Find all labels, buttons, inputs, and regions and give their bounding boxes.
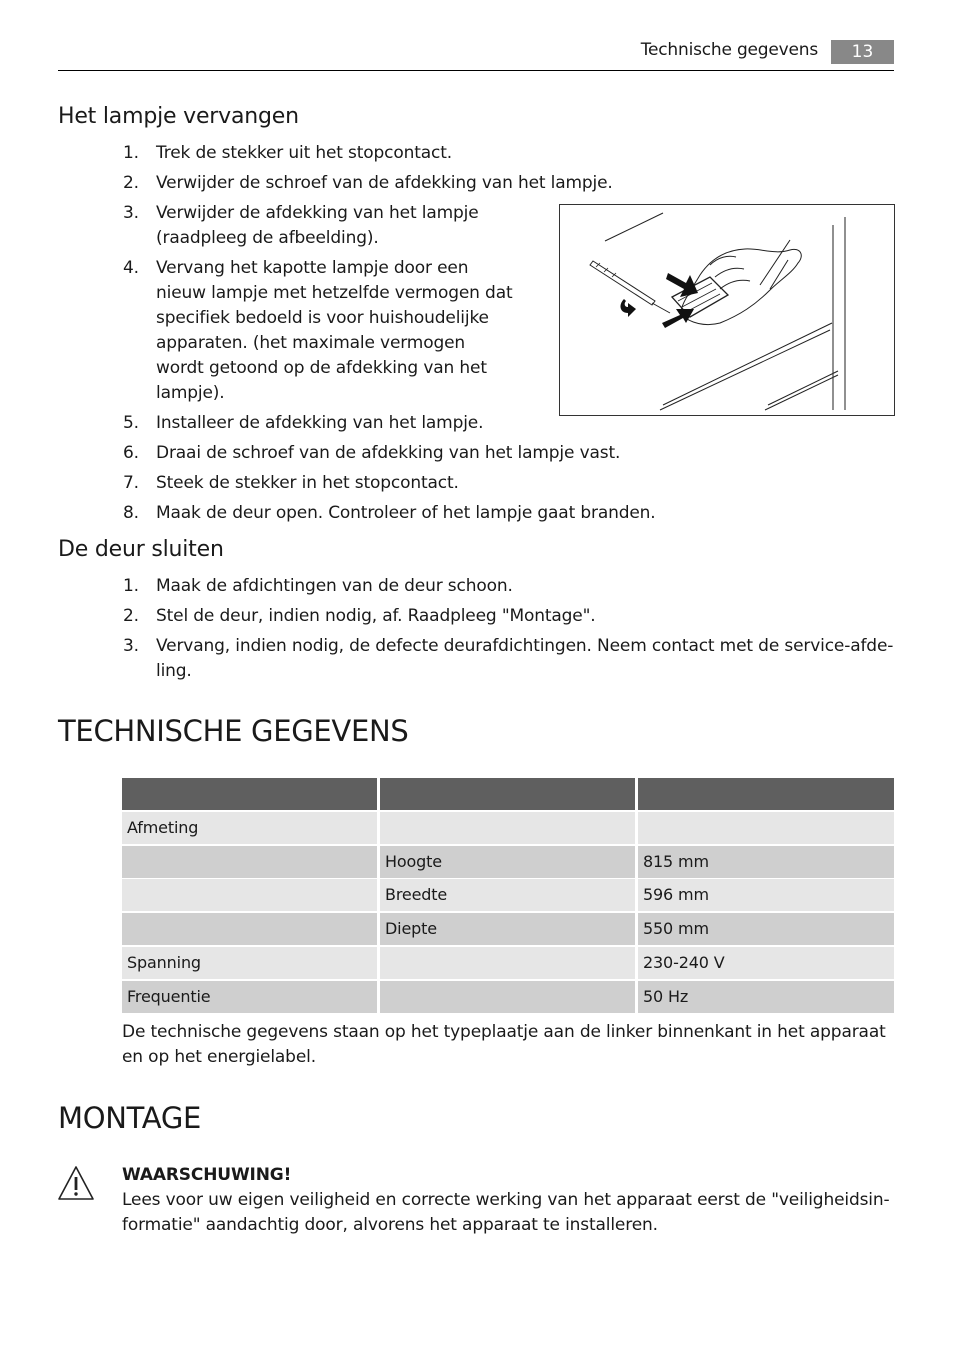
table-row [122,947,894,979]
table-cell: 596 mm [638,879,894,911]
tech-note-line: en op het energielabel. [122,1047,316,1067]
list-item-text-line: Installeer de afdekking van het lampje. [156,413,484,433]
header-divider [58,70,894,71]
table-row [122,913,894,945]
list-item-number: 8. [123,503,139,523]
list-item-text-line: Stel de deur, indien nodig, af. Raadpleeg "Montage". [156,606,596,626]
list-item-text-line: Maak de afdichtingen van de deur schoon. [156,576,513,596]
list-item-number: 7. [123,473,139,493]
list-item-text-line: Draai de schroef van de afdekking van het lampje vast. [156,443,621,463]
warning-icon [56,1164,96,1202]
table-cell: Hoogte [380,846,635,878]
list-item-text-line: ling. [156,661,192,681]
table-cell: 230-240 V [638,947,894,979]
list-item-number: 1. [123,576,139,596]
list-item-text-line: specifiek bedoeld is voor huishoudelijke [156,308,489,328]
tech-section-title: TECHNISCHE GEGEVENS [58,714,409,748]
table-cell: 550 mm [638,913,894,945]
door-section-title: De deur sluiten [58,537,224,562]
table-cell: Breedte [380,879,635,911]
table-cell: Spanning [122,947,377,979]
table-row [122,981,894,1013]
header-section-title: Technische gegevens [640,40,818,60]
table-header-cell [638,778,894,810]
list-item-text-line: Maak de deur open. Controleer of het lampje gaat branden. [156,503,656,523]
table-header-cell [122,778,377,810]
table-row [122,879,894,911]
list-item-number: 5. [123,413,139,433]
lamp-replacement-illustration [559,204,895,416]
table-cell: Afmeting [122,812,377,844]
list-item-text-line: wordt getoond op de afdekking van het [156,358,487,378]
list-item-number: 2. [123,606,139,626]
list-item-text-line: Verwijder de afdekking van het lampje [156,203,479,223]
list-item-text-line: Vervang, indien nodig, de defecte deurafdichtingen. Neem contact met de service-afde- [156,636,894,656]
warning-title: WAARSCHUWING! [122,1165,292,1185]
list-item-number: 1. [123,143,139,163]
table-cell [380,812,635,844]
table-cell: 815 mm [638,846,894,878]
list-item-text-line: apparaten. (het maximale vermogen [156,333,466,353]
list-item-text-line: Verwijder de schroef van de afdekking van het lampje. [156,173,613,193]
list-item-number: 2. [123,173,139,193]
list-item-number: 3. [123,203,139,223]
list-item-number: 3. [123,636,139,656]
table-cell [122,913,377,945]
list-item-text-line: (raadpleeg de afbeelding). [156,228,379,248]
table-row [122,846,894,878]
montage-section-title: MONTAGE [58,1101,202,1135]
table-cell: Diepte [380,913,635,945]
list-item-text-line: lampje). [156,383,225,403]
table-header-row [122,778,894,810]
list-item-number: 4. [123,258,139,278]
list-item-text-line: Steek de stekker in het stopcontact. [156,473,459,493]
table-cell [638,812,894,844]
page-number: 13 [831,40,894,64]
table-cell: 50 Hz [638,981,894,1013]
table-header-cell [380,778,635,810]
lamp-section-title: Het lampje vervangen [58,104,299,129]
table-cell [122,879,377,911]
table-cell: Frequentie [122,981,377,1013]
lamp-illustration-drawing [560,205,894,415]
warning-text-line: Lees voor uw eigen veiligheid en correcte werking van het apparaat eerst de "veiligheidsin- [122,1190,890,1210]
table-cell [380,981,635,1013]
list-item-text-line: Trek de stekker uit het stopcontact. [156,143,452,163]
warning-block [122,1163,890,1238]
table-row [122,812,894,844]
table-cell [122,846,377,878]
tech-note-line: De technische gegevens staan op het typeplaatje aan de linker binnenkant in het apparaat [122,1022,886,1042]
list-item-text-line: Vervang het kapotte lampje door een [156,258,469,278]
warning-text-line: formatie" aandachtig door, alvorens het apparaat te installeren. [122,1215,658,1235]
tech-note [122,1020,886,1070]
list-item-number: 6. [123,443,139,463]
table-cell [380,947,635,979]
list-item-text-line: nieuw lampje met hetzelfde vermogen dat [156,283,513,303]
